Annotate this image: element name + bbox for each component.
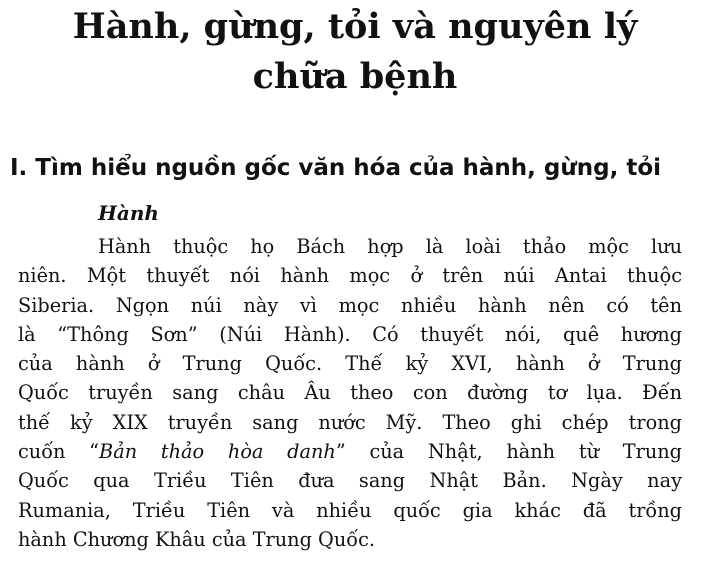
paragraph-line: Quốc qua Triều Tiên đưa sang Nhật Bản. Ngày nay bbox=[18, 469, 682, 493]
paragraph-line: thế kỷ XIX truyền sang nước Mỹ. Theo ghi chép trong bbox=[18, 410, 682, 434]
paragraph-line: Quốc truyền sang châu Âu theo con đường tơ lụa. Đến bbox=[18, 381, 682, 405]
paragraph-line: niên. Một thuyết nói hành mọc ở trên núi Antai thuộc bbox=[18, 264, 682, 288]
page-title bbox=[0, 2, 710, 102]
paragraph-line-with-book-title bbox=[18, 437, 682, 466]
body-paragraph bbox=[18, 232, 682, 554]
text-fragment: cuốn “ bbox=[18, 440, 100, 464]
page-title-line-2: chữa bệnh bbox=[252, 56, 458, 97]
page-title-line-1: Hành, gừng, tỏi và nguyên lý bbox=[72, 6, 638, 47]
paragraph-line: Siberia. Ngọn núi này vì mọc nhiều hành nên có tên bbox=[18, 293, 682, 317]
paragraph-line: Rumania, Triều Tiên và nhiều quốc gia khác đã trồng bbox=[18, 498, 682, 522]
book-title: Bản thảo hòa danh bbox=[99, 440, 336, 464]
subheading-hanh: Hành bbox=[98, 201, 159, 225]
paragraph-line: của hành ở Trung Quốc. Thế kỷ XVI, hành ở Trung bbox=[18, 352, 682, 376]
paragraph-line: Hành thuộc họ Bách hợp là loài thảo mộc lưu bbox=[98, 235, 682, 258]
text-fragment: ” của Nhật, hành từ Trung bbox=[335, 440, 683, 464]
paragraph-line: là “Thông Sơn” (Núi Hành). Có thuyết nói, quê hương bbox=[18, 322, 682, 346]
paragraph-line: hành Chương Khâu của Trung Quốc. bbox=[18, 527, 376, 551]
section-heading: I. Tìm hiểu nguồn gốc văn hóa của hành, gừng, tỏi bbox=[10, 155, 662, 181]
